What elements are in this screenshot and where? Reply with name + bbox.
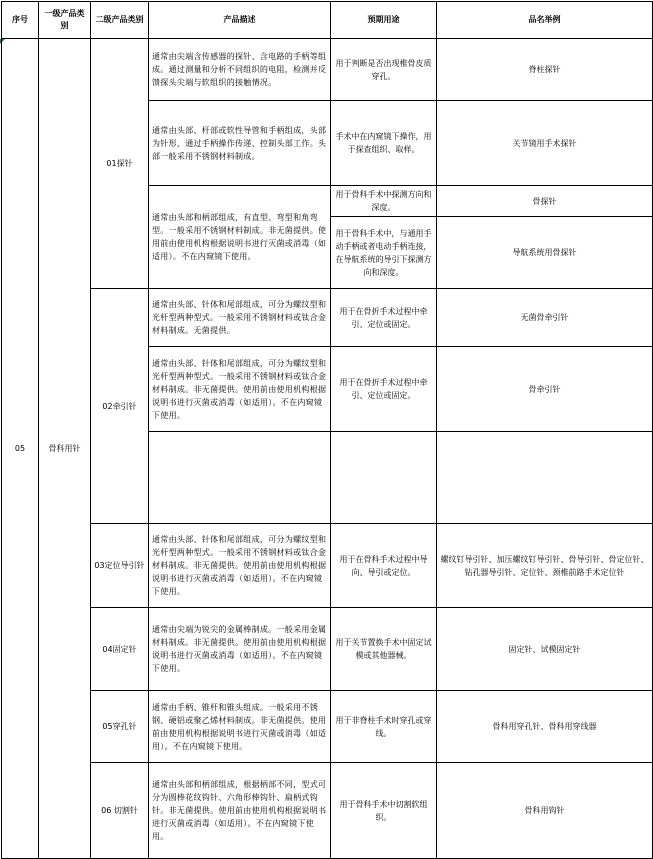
description-cell: 通常由尖端为锐尖的金属棒制成。一般采用金属材料制成。非无菌提供。使用前由使用机构根据说明书进行灭菌或消毒（如适用）。不在内窥镜下使用。 xyxy=(149,608,331,691)
table-row xyxy=(2,289,653,347)
intended-use-cell: 用于骨科手术中，与通用手动手柄或者电动手柄连接，在导航系统的导引下探测方向和深度。 xyxy=(331,217,437,289)
description-cell: 通常由头部和柄部组成，根据柄部不同，型式可分为圆棒花纹钩针、六角形棒钩针、扁柄式钩针。非无菌提供。使用前由使用机构根据说明书进行灭菌或消毒（如适用）。不在内窥镜下使用。 xyxy=(149,763,331,859)
intended-use-cell: 用于关节置换手术中固定试模或其他器械。 xyxy=(331,608,437,691)
header-row xyxy=(2,2,653,39)
example-cell: 脊柱探针 xyxy=(437,39,653,101)
empty-cell xyxy=(331,432,437,524)
table-row xyxy=(2,691,653,763)
table-row xyxy=(2,608,653,691)
example-cell: 骨探针 xyxy=(437,186,653,217)
intended-use-cell: 手术中在内窥镜下操作，用于探查组织、取样。 xyxy=(331,101,437,186)
header-intended-use: 预期用途 xyxy=(331,2,437,39)
seq-cell: 05 xyxy=(2,39,39,859)
description-cell: 通常由手柄、锥杆和锥头组成。一般采用不锈钢、硬铝或聚乙烯材料制成。非无菌提供。使用前由使用机构根据说明书进行灭菌或消毒（如适用）。不在内窥镜下使用。 xyxy=(149,691,331,763)
example-cell: 螺纹钉导引针、加压螺纹钉导引针、骨导引针、骨定位针、钻孔器导引针、定位针、颈椎前路手术定位针 xyxy=(437,524,653,608)
example-cell: 关节镜用手术探针 xyxy=(437,101,653,186)
example-cell: 导航系统用骨探针 xyxy=(437,217,653,289)
example-cell: 无菌骨牵引针 xyxy=(437,289,653,347)
header-seq: 序号 xyxy=(2,2,39,39)
intended-use-cell: 用于骨科手术中切割软组织。 xyxy=(331,763,437,859)
intended-use-cell: 用于判断是否出现椎骨皮质穿孔。 xyxy=(331,39,437,101)
description-cell: 通常由头部、针体和尾部组成，可分为螺纹型和光杆型两种型式。一般采用不锈钢材料或钛合金材料制成。非无菌提供。使用前由使用机构根据说明书进行灭菌或消毒（如适用）。不在内窥镜下使用。 xyxy=(149,347,331,432)
description-cell: 通常由头部、杆部或软性导管和手柄组成，头部为针形，通过手柄操作传递、控制头部工作。头部一般采用不锈钢材料制成。 xyxy=(149,101,331,186)
example-cell: 固定针、试模固定针 xyxy=(437,608,653,691)
intended-use-cell: 用于非脊柱手术时穿孔或穿线。 xyxy=(331,691,437,763)
header-category2: 二级产品类别 xyxy=(91,2,149,39)
table-row xyxy=(2,39,653,101)
category1-cell: 骨科用针 xyxy=(39,39,91,859)
header-description: 产品描述 xyxy=(149,2,331,39)
example-cell: 骨牵引针 xyxy=(437,347,653,432)
category2-cell: 03定位导引针 xyxy=(91,524,149,608)
category2-cell: 02牵引针 xyxy=(91,289,149,524)
header-category1: 一级产品类别 xyxy=(39,2,91,39)
category2-cell: 04固定针 xyxy=(91,608,149,691)
description-cell: 通常由头部、针体和尾部组成，可分为螺纹型和光杆型两种型式。一般采用不锈钢材料或钛合金材料制成。无菌提供。 xyxy=(149,289,331,347)
category2-cell: 06 切割针 xyxy=(91,763,149,859)
example-cell: 骨科用穿孔针、骨科用穿线器 xyxy=(437,691,653,763)
intended-use-cell: 用于在骨折手术过程中牵引、定位或固定。 xyxy=(331,347,437,432)
intended-use-cell: 用于在骨折手术过程中牵引、定位或固定。 xyxy=(331,289,437,347)
header-examples: 品名举例 xyxy=(437,2,653,39)
description-cell: 通常由头部、针体和尾部组成，可分为螺纹型和光杆型两种型式。一般采用不锈钢材料或钛合金材料制成。非无菌提供。使用前由使用机构根据说明书进行灭菌或消毒（如适用）。不在内窥镜下使用。 xyxy=(149,524,331,608)
intended-use-cell: 用于在骨科手术过程中导向、导引或定位。 xyxy=(331,524,437,608)
table-row xyxy=(2,763,653,859)
example-cell: 骨科用钩针 xyxy=(437,763,653,859)
product-table xyxy=(1,1,653,859)
description-cell: 通常由尖端含传感器的探针、含电路的手柄等组成。通过测量和分析不同组织的电阻，检测并反馈探头尖端与软组织的接触情况。 xyxy=(149,39,331,101)
intended-use-cell: 用于骨科手术中探测方向和深度。 xyxy=(331,186,437,217)
category2-cell: 01探针 xyxy=(91,39,149,289)
empty-cell xyxy=(149,432,331,524)
table-row xyxy=(2,524,653,608)
description-cell: 通常由头部和柄部组成，有直型、弯型和角弯型。一般采用不锈钢材料制成。非无菌提供。使用前由使用机构根据说明书进行灭菌或消毒（如适用）。不在内窥镜下使用。 xyxy=(149,186,331,289)
empty-cell xyxy=(437,432,653,524)
category2-cell: 05穿孔针 xyxy=(91,691,149,763)
